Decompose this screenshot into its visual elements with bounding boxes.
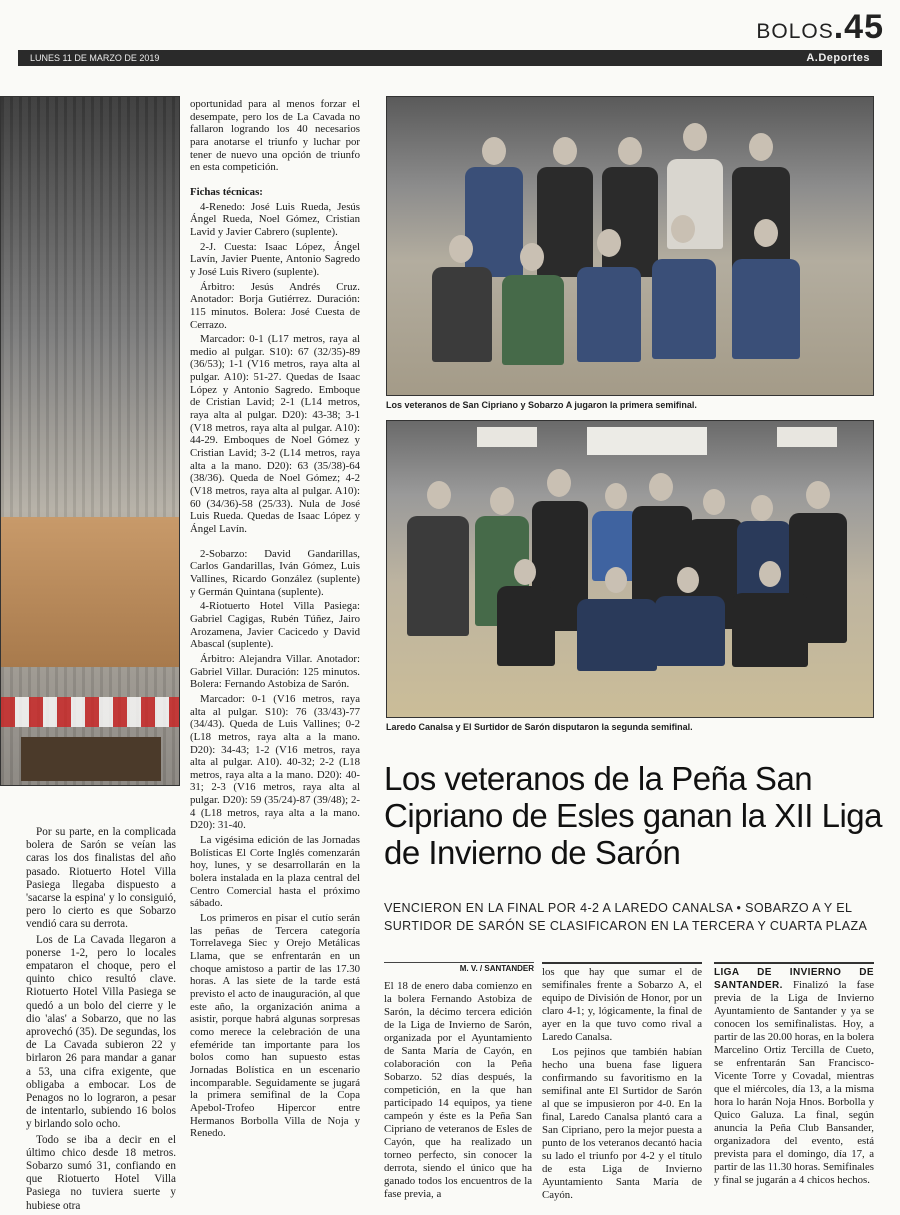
section-brand: A.Deportes bbox=[806, 52, 870, 64]
photo-caption-top: Los veteranos de San Cipriano y Sobarzo A jugaron la primera semifinal. bbox=[386, 400, 697, 410]
article-column-c bbox=[714, 962, 874, 1189]
sidebar-heading: LIGA DE INVIERNO DE SANTANDER. bbox=[714, 967, 874, 991]
team-lineup: 4-Renedo: José Luis Rueda, Jesús Ángel Rueda, Noel Gómez, Cristian Lavid y Javier Cabrero (suplente). bbox=[190, 200, 360, 238]
paragraph: Los de La Cavada llegaron a ponerse 1-2, pero lo locales empataron el choque, pero el quinto chico resultó clave. Riotuerto Hotel Villa Pasiega se quedó a un bolo del cierre y le dio 'alas' a Sobarzo, que no las aprovechó (35). De segundas, los de La Cavada subieron 22 y birlaron 26 para mandar a ganar a 53, una cifra exigente, que obligaba a embocar. Los de Penagos no lo lograron, a pesar de intentarlo, subiendo 16 bolos y birlando solo ocho. bbox=[26, 933, 176, 1131]
team-lineup: 2-J. Cuesta: Isaac López, Ángel Lavín, Javier Puente, Antonio Sagredo y José Luis Rivero (suplente). bbox=[190, 240, 360, 278]
match-officials: Árbitro: Alejandra Villar. Anotador: Gabriel Villar. Duración: 125 minutos. Bolera: Fernando Astobiza de Sarón. bbox=[190, 652, 360, 691]
photo-caption-bottom: Laredo Canalsa y El Surtidor de Sarón disputaron la segunda semifinal. bbox=[386, 722, 693, 732]
paragraph: Todo se iba a decir en el último chico desde 18 metros. Sobarzo sumó 31, confiando en que Riotuerto Hotel Villa Pasiega no tuviera suerte y hubiese otra bbox=[26, 1133, 176, 1212]
team-photo-bottom bbox=[386, 420, 874, 718]
team-photo-top bbox=[386, 96, 874, 396]
technical-heading: Fichas técnicas: bbox=[190, 185, 263, 198]
paragraph: Los primeros en pisar el cutío serán las peñas de Tercera categoría Torrelavega Siec y Orejo Metálicas Llama, que se enfrentarán en un choque amistoso a partir de las 17.30 horas. A las siete de la tarde está previsto el acto de inauguración, al que este año, la organización anima a asistir, porque habrá algunas sorpresas como merece la celebración de una efeméride tan importante para los bolos como han supuesto estas Jornadas Bolística en un escenario incomparable. Seguidamente se jugará la primera semifinal de la Copa Apebol-Trofeo Hipercor entre Hermanos Borbolla Villa de Noja y Renedo. bbox=[190, 912, 360, 1140]
paragraph: los que hay que sumar el de semifinales frente a Sobarzo A, el equipo de División de Honor, por un claro 4-1; y, lógicamente, la final de ayer en la que tuvo como rival a Laredo Canalsa. bbox=[542, 966, 702, 1043]
team-lineup: 4-Riotuerto Hotel Villa Pasiega: Gabriel Cagigas, Rubén Túñez, Jairo Arozamena, Javier Cacicedo y David Abascal (suplente). bbox=[190, 600, 360, 651]
sidebar-text: Finalizó la fase previa de la Liga de Invierno Ayuntamiento de Santander y ya se conocen los semifinalistas. Hoy, a partir de las 20.00 horas, en la bolera Marcelino Ortiz Tercilla de Cueto, se enfrentarán San Francisco-Vicente Torre y Covadal, mientras que el miércoles, día 13, a la misma hora lo harán Noja Hnos. Borbolla y Quico Galuza. La final, según anuncia la Peña Club Bansander, organizadora del evento, está prevista para el domingo, día 17, a partir de las 11.30 horas. Semifinales y final se jugarán a 4 chicos hechos. bbox=[714, 979, 875, 1186]
article-column-b bbox=[542, 962, 702, 1204]
paragraph: El 18 de enero daba comienzo en la bolera Fernando Astobiza de Sarón, la décimo tercera edición de la Liga de Invierno de Sarón, organizada por el Ayuntamiento de Santa María de Cayón, en colaboración con la Peña Sobarzo. 52 días después, la competición, en la que han participado 14 equipos, ya tiene campeón y éste es la Peña San Cipriano de veteranos de Esles de Cayón, que ha realizado un torneo perfecto, sin conocer la derrota, siendo el único que ha ganado todos los encuentros de la fase previa, a bbox=[384, 980, 532, 1200]
article-column-left bbox=[26, 826, 176, 1215]
issue-date: LUNES 11 DE MARZO DE 2019 bbox=[30, 53, 160, 63]
paragraph: Los pejinos que también habían hecho una buena fase liguera confirmando su favoritismo en la semifinal ante El Surtidor de Sarón al que se impusieron por 4-0. En la final, Laredo Canalsa plantó cara a San Cipriano, pero la mejor puesta a punto de los veteranos decantó hacia su lado el triunfo por 4-2 y el título de esta Liga de Invierno Ayuntamiento Santa María de Cayón. bbox=[542, 1046, 702, 1201]
bolera-hall-photo bbox=[0, 96, 180, 786]
paragraph: oportunidad para al menos forzar el desempate, pero los de La Cavada no fallaron logrando los 40 necesarios para anotarse el triunfo y luchar por tener de nuevo una opción de triunfo en esta competición. bbox=[190, 98, 360, 174]
paragraph: Por su parte, en la complicada bolera de Sarón se veían las caras los dos finalistas del año pasado. Riotuerto Hotel Villa Pasiega llegaba dispuesto a 'sacarse la espina' y lo consiguió, pero lo cierto es que Sobarzo vendió cara su derrota. bbox=[26, 826, 176, 931]
header-bar bbox=[18, 50, 882, 66]
page-number: .45 bbox=[833, 8, 884, 46]
article-column-middle bbox=[190, 98, 360, 1142]
match-score: Marcador: 0-1 (V16 metros, raya alta al pulgar. S10): 76 (33/43)-77 (34/43). Queda de Luis Vallines; 0-2 (L18 metros, raya alta a la mano. D20): 34-43; 1-2 (V16 metros, raya alta al pulgar. A10). 40-32; 2-2 (L18 metros, raya alta a la mano. D20): 40-31; 2-3 (V16 metros, raya alta al pulgar. D20): 59 (35/24)-87 (39/48); 2-4 (L18 metros, raya alta a la mano. D20): 31-40. bbox=[190, 692, 360, 832]
article-headline: Los veteranos de la Peña San Cipriano de Esles ganan la XII Liga de Invierno de Sarón bbox=[384, 760, 882, 871]
team-lineup: 2-Sobarzo: David Gandarillas, Carlos Gandarillas, Iván Gómez, Luis Vallines, Ricardo González (suplente) y Germán Quintana (suplente). bbox=[190, 547, 360, 598]
article-column-a bbox=[384, 980, 532, 1203]
section-name: BOLOS bbox=[756, 20, 834, 43]
paragraph: La vigésima edición de las Jornadas Bolísticas El Corte Inglés comenzarán hoy, lunes, y se desarrollarán en la bolera instalada en la plaza central del Centro Comercial hasta el próximo sábado. bbox=[190, 834, 360, 910]
article-byline: M. V. / SANTANDER bbox=[384, 962, 534, 973]
match-score: Marcador: 0-1 (L17 metros, raya al medio al pulgar. S10): 67 (32/35)-89 (36/53); 1-1 (V16 metros, raya alta al pulgar. A10): 51-27. Quedas de Isaac López y Antonio Sagredo. Emboque de Cristian Lavid; 2-1 (L14 metros, raya alta al pulgar. D20): 43-38; 3-1 (V18 metros, raya alta al pulgar. A10): 44-29. Emboques de Noel Gómez y Cristian Lavid; 3-2 (L14 metros, raya alta a la mano. D20): 63 (35/38)-64 (38/36). Queda de Noel Gómez; 4-2 (V18 metros, raya alta al pulgar. A10): 60 (34/36)-58 (25/33). Nula de José Luis Rueda. Quedas de Isaac López y Ángel Lavín. bbox=[190, 333, 360, 535]
match-officials: Árbitro: Jesús Andrés Cruz. Anotador: Borja Gutiérrez. Duración: 115 minutos. Bolera: José Cuesta de Cerrazo. bbox=[190, 280, 360, 331]
section-title bbox=[756, 8, 884, 47]
article-subheadline: VENCIERON EN LA FINAL POR 4-2 A LAREDO CANALSA • SOBARZO A Y EL SURTIDOR DE SARÓN SE CLASIFICARON EN LA TERCERA Y CUARTA PLAZA bbox=[384, 901, 868, 933]
